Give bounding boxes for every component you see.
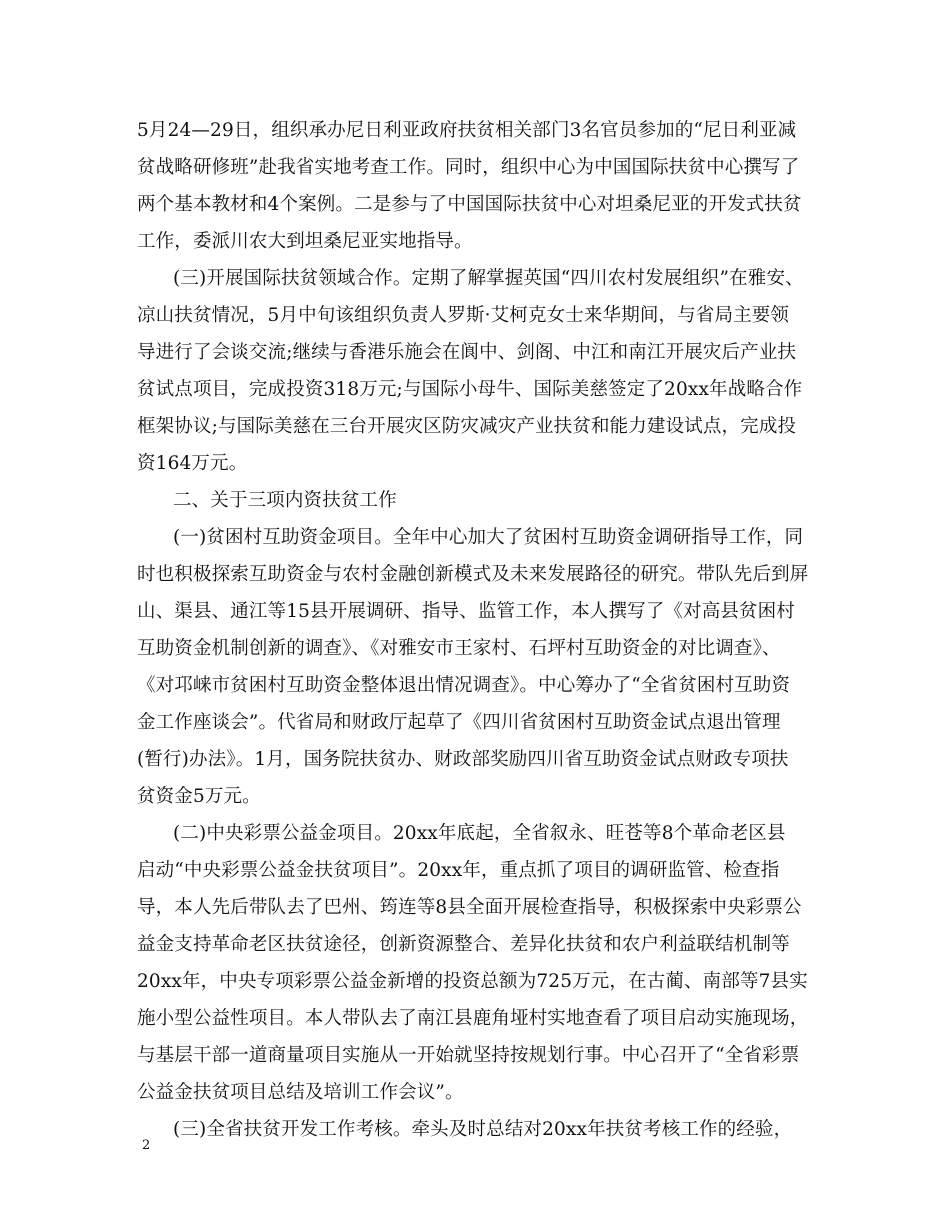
text-line: 凉山扶贫情况，5月中旬该组织负责人罗斯·艾柯克女士来华期间，与省局主要领 [137, 305, 790, 326]
text-line: 工作，委派川农大到坦桑尼亚实地指导。 [137, 231, 473, 252]
text-line: 贫试点项目，完成投资318万元;与国际小母牛、国际美慈签定了20xx年战略合作 [137, 379, 803, 400]
paragraph-heading-line: (二)中央彩票公益金项目。20xx年底起，全省叙永、旺苍等8个革命老区县 [173, 823, 786, 844]
paragraph-heading-line: (三)开展国际扶贫领域合作。定期了解掌握英国“四川农村发展组织”在雅安、 [173, 268, 804, 289]
text-line: 框架协议;与国际美慈在三台开展灾区防灾减灾产业扶贫和能力建设试点，完成投 [137, 416, 797, 437]
text-line: 《对邛崃市贫困村互助资金整体退出情况调查》。中心筹办了“全省贫困村互助资 [137, 675, 791, 696]
text-line: 资164万元。 [137, 453, 248, 474]
text-line: 山、渠县、通江等15县开展调研、指导、监管工作，本人撰写了《对高县贫困村 [137, 601, 795, 622]
text-line: 20xx年，中央专项彩票公益金新增的投资总额为725万元，在古蔺、南部等7县实 [137, 971, 808, 992]
text-line: 贫战略研修班”赴我省实地考查工作。同时，组织中心为中国国际扶贫中心撰写了 [137, 157, 800, 178]
text-line: 贫资金5万元。 [137, 786, 261, 807]
paragraph-heading-line: (一)贫困村互助资金项目。全年中心加大了贫困村互助资金调研指导工作，同 [173, 527, 804, 548]
text-line: 两个基本教材和4个案例。二是参与了中国国际扶贫中心对坦桑尼亚的开发式扶贫 [137, 194, 802, 215]
text-line: 导进行了会谈交流;继续与香港乐施会在阆中、剑阁、中江和南江开展灾后产业扶 [137, 342, 797, 363]
text-line: 与基层干部一道商量项目实施从一开始就坚持按规划行事。中心召开了“全省彩票 [137, 1045, 800, 1066]
text-line: 5月24—29日，组织承办尼日利亚政府扶贫相关部门3名官员参加的“尼日利亚减 [137, 120, 797, 141]
text-line: 金工作座谈会”。代省局和财政厅起草了《四川省贫困村互助资金试点退出管理 [137, 712, 781, 733]
text-line: 益金支持革命老区扶贫途径，创新资源整合、差异化扶贫和农户利益联结机制等 [137, 934, 790, 955]
section-heading: 二、关于三项内资扶贫工作 [173, 490, 397, 511]
text-line: (暂行)办法》。1月，国务院扶贫办、财政部奖励四川省互助资金试点财政专项扶 [137, 749, 789, 770]
page-number: 2 [142, 1138, 151, 1153]
text-line: 施小型公益性项目。本人带队去了南江县鹿角垭村实地查看了项目启动实施现场， [137, 1008, 809, 1029]
text-line: 公益金扶贫项目总结及培训工作会议”。 [137, 1082, 464, 1103]
text-line: 导，本人先后带队去了巴州、筠连等8县全面开展检查指导，积极探索中央彩票公 [137, 897, 802, 918]
text-line: 互助资金机制创新的调查》、《对雅安市王家村、石坪村互助资金的对比调查》、 [137, 638, 781, 659]
text-line: 时也积极探索互助资金与农村金融创新模式及未来发展路径的研究。带队先后到屏 [137, 564, 809, 585]
text-line: 启动“中央彩票公益金扶贫项目”。20xx年，重点抓了项目的调研监管、检查指 [137, 860, 780, 881]
paragraph-heading-line: (三)全省扶贫开发工作考核。牵头及时总结对20xx年扶贫考核工作的经验， [173, 1119, 793, 1140]
